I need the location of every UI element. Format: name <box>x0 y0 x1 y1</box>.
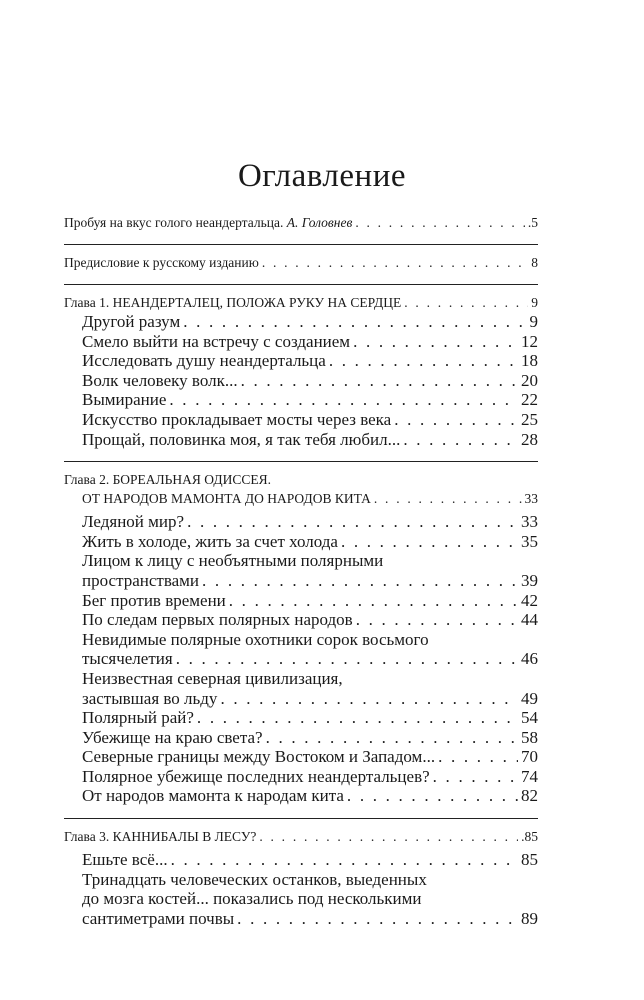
toc-subentry[interactable]: застывшая во льду . . . 49 <box>64 689 538 709</box>
toc-subentry[interactable]: По следам первых полярных народов . . . 44 <box>64 610 538 630</box>
leader-dots <box>197 708 518 728</box>
leader-dots <box>266 728 518 748</box>
leader-dots <box>241 371 518 391</box>
leader-dots <box>403 430 518 450</box>
toc-subentry[interactable]: Северные границы между Востоком и Западом... . . . 70 <box>64 747 538 767</box>
toc-subentry-line: Тринадцать человеческих останков, выеденных <box>82 869 427 889</box>
leader-dots <box>176 649 518 669</box>
toc-entry-chapter-2[interactable] <box>64 489 538 508</box>
leader-dots <box>355 213 525 232</box>
toc-subentry[interactable]: Вымирание . . . 22 <box>64 390 538 410</box>
toc-subentry[interactable]: Прощай, половинка моя, я так тебя любил... . . . 28 <box>64 430 538 450</box>
toc-subentry[interactable]: Ледяной мир? . . . 33 <box>64 512 538 532</box>
toc-entry-chapter-2-line1: Глава 2. БОРЕАЛЬНАЯ ОДИССЕЯ. <box>64 472 271 488</box>
toc-subentry[interactable]: Жить в холоде, жить за счет холода . . . 35 <box>64 532 538 552</box>
leader-dots <box>220 689 518 709</box>
toc-entry-preface[interactable] <box>64 253 538 272</box>
toc-entry-chapter-1[interactable] <box>64 293 538 312</box>
toc-subentry-line: до мозга костей... показались под несколькими <box>82 889 422 909</box>
toc-title: Глава 1. НЕАНДЕРТАЛЕЦ, ПОЛОЖА РУКУ НА СЕРДЦЕ <box>64 295 402 310</box>
toc-subentry-line: Невидимые полярные охотники сорок восьмого <box>82 629 429 649</box>
leader-dots <box>438 747 518 767</box>
toc-title: ОТ НАРОДОВ МАМОНТА ДО НАРОДОВ КИТА <box>82 491 371 507</box>
toc-page: 9 <box>531 295 538 310</box>
toc-subentry[interactable]: сантиметрами почвы . . . 89 <box>64 909 538 929</box>
leader-dots <box>171 850 518 870</box>
leader-dots <box>187 512 518 532</box>
toc-page: .85 <box>521 829 538 845</box>
leader-dots <box>347 786 518 806</box>
toc-subentry[interactable]: пространствами . . . 39 <box>64 571 538 591</box>
toc-subentry[interactable]: Бег против времени . . . 42 <box>64 591 538 611</box>
toc-subentry[interactable]: Полярное убежище последних неандертальцев? . . . 74 <box>64 767 538 787</box>
toc-title: Глава 3. КАННИБАЛЫ В ЛЕСУ? <box>64 829 257 845</box>
toc-subentry[interactable]: От народов мамонта к народам кита . . . 82 <box>64 786 538 806</box>
toc-page: 8 <box>531 255 538 270</box>
toc-page: 33 <box>524 491 538 507</box>
toc-entry-foreword[interactable] <box>64 213 538 232</box>
toc-title: Пробуя на вкус голого неандертальца. <box>64 215 287 230</box>
leader-dots <box>394 410 518 430</box>
toc-entry-chapter-3[interactable] <box>64 827 538 846</box>
toc-subentry[interactable]: тысячелетия . . . 46 <box>64 649 538 669</box>
toc-subentry[interactable]: Убежище на краю света? . . . 58 <box>64 728 538 748</box>
toc-subentry[interactable]: Другой разум . . . 9 <box>64 312 538 332</box>
toc-subentry[interactable]: Искусство прокладывает мосты через века . . . 25 <box>64 410 538 430</box>
toc-page: .5 <box>527 215 538 230</box>
leader-dots <box>183 312 526 332</box>
leader-dots <box>237 909 518 929</box>
leader-dots <box>374 489 522 508</box>
leader-dots <box>262 253 528 272</box>
leader-dots <box>202 571 518 591</box>
toc-subentry[interactable]: Ешьте всё... . . . 85 <box>64 850 538 870</box>
leader-dots <box>353 332 518 352</box>
toc-subentry-line: Лицом к лицу с необъятными полярными <box>82 551 384 571</box>
toc-author: А. Головнев <box>286 215 353 230</box>
toc-subentry[interactable]: Волк человеку волк... . . . 20 <box>64 371 538 391</box>
table-of-contents <box>64 213 538 928</box>
leader-dots <box>356 610 518 630</box>
leader-dots <box>433 767 518 787</box>
toc-subentry[interactable]: Полярный рай? . . . 54 <box>64 708 538 728</box>
leader-dots <box>341 532 518 552</box>
page-title: Оглавление <box>237 158 407 194</box>
toc-subentry[interactable]: Исследовать душу неандертальца . . . 18 <box>64 351 538 371</box>
leader-dots <box>404 293 528 312</box>
leader-dots <box>259 827 518 846</box>
leader-dots <box>169 390 518 410</box>
toc-subentry[interactable]: Смело выйти на встречу с созданием . . . 12 <box>64 332 538 352</box>
toc-subentry-line: Неизвестная северная цивилизация, <box>82 668 343 688</box>
leader-dots <box>329 351 518 371</box>
toc-title: Предисловие к русскому изданию <box>64 255 259 270</box>
leader-dots <box>229 591 518 611</box>
